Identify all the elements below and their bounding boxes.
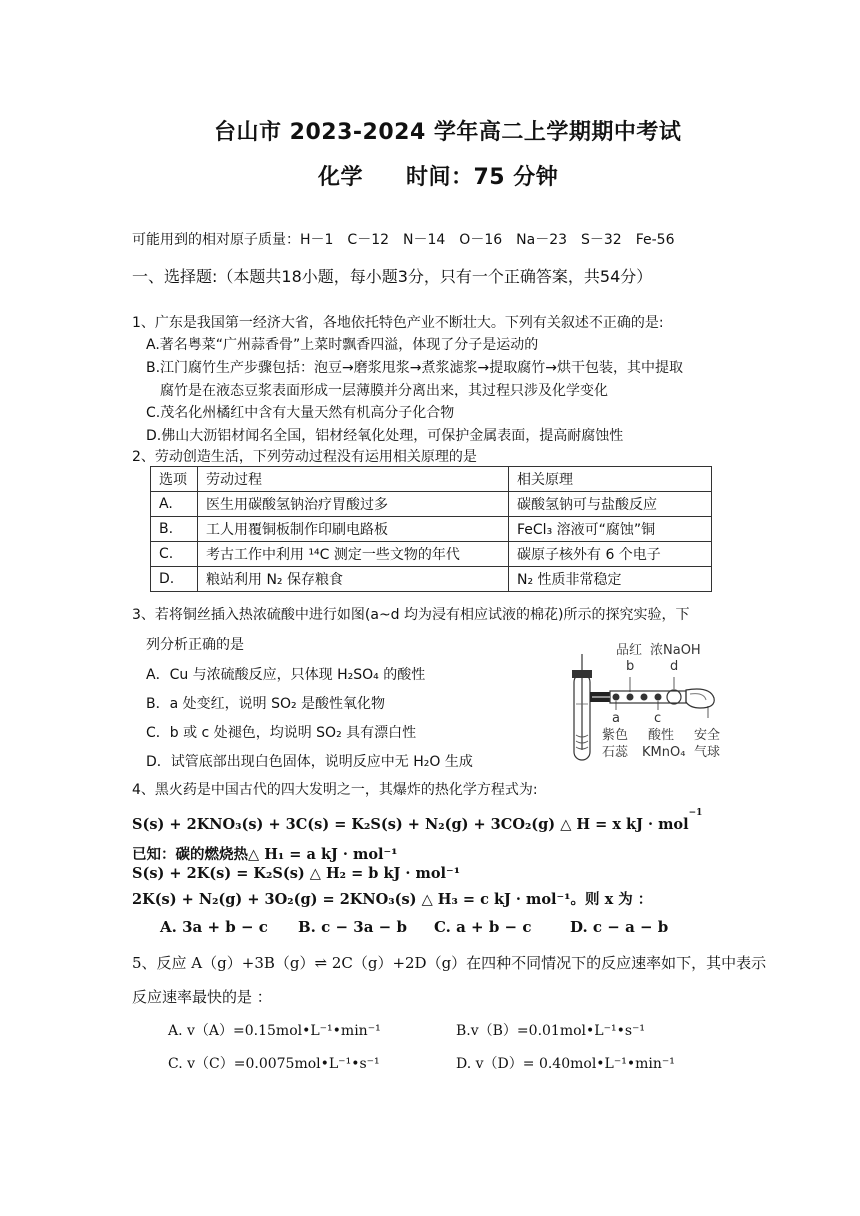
q5-option-c: C. v（C）=0.0075mol•L⁻¹•s⁻¹ [168,1056,380,1072]
q4-main-equation-sup: −1 [688,808,703,819]
q5-option-b: B.v（B）=0.01mol•L⁻¹•s⁻¹ [456,1023,646,1039]
q4-option-d: D. c − a − b [570,918,669,936]
q3-option-c: C．b 或 c 处褪色，均说明 SO₂ 具有漂白性 [146,725,417,741]
apparatus-figure [568,640,728,770]
q4-option-a: A. 3a + b − c [160,918,268,936]
table-row [151,542,712,567]
q1-option-b-cont: 腐竹是在液态豆浆表面形成一层薄膜并分离出来，其过程只涉及化学变化 [160,383,608,399]
q5-stem-cont: 反应速率最快的是 ： [132,988,272,1006]
q4-option-b: B. c − 3a − b [298,918,407,936]
table-row [151,492,712,517]
q5-stem: 5、反应 A（g）+3B（g）⇌ 2C（g）+2D（g）在四种不同情况下的反应速率如下，其中表示 [132,954,767,972]
q5-option-a: A. v（A）=0.15mol•L⁻¹•min⁻¹ [168,1023,381,1039]
subject-label: 化学 [318,165,364,190]
label-kmno4: KMnO₄ [642,745,686,760]
table-cell: A. [151,492,198,517]
label-qiqiu: 气球 [694,745,721,760]
q2-stem: 2、劳动创造生活，下列劳动过程没有运用相关原理的是 [132,449,477,465]
q4-eq3: 2K(s) + N₂(g) + 3O₂(g) = 2KNO₃(s) △ H₃ = c kJ · mol⁻¹。则 x 为 ： [132,891,653,908]
label-a: a [612,711,620,726]
table-cell: 碳酸氢钠可与盐酸反应 [509,492,712,517]
table-cell: 医生用碳酸氢钠治疗胃酸过多 [198,492,509,517]
table-cell: D. [151,567,198,592]
label-d: d [670,659,679,674]
q4-eq2: S(s) + 2K(s) = K₂S(s) △ H₂ = b kJ · mol⁻¹ [132,865,461,882]
table-cell: B. [151,517,198,542]
table-header-cell: 劳动过程 [198,467,509,492]
q4-known: 已知：碳的燃烧热△ H₁ = a kJ · mol⁻¹ [132,846,398,863]
table-cell: 考古工作中利用 ¹⁴C 测定一些文物的年代 [198,542,509,567]
label-suanxing: 酸性 [648,728,675,743]
table-row [151,517,712,542]
q1-option-d: D.佛山大沥铝材闻名全国，铝材经氧化处理，可保护金属表面，提高耐腐蚀性 [146,428,624,444]
q1-option-c: C.茂名化州橘红中含有大量天然有机高分子化合物 [146,405,455,421]
q3-stem-cont: 列分析正确的是 [146,637,244,653]
table-row [151,567,712,592]
table-cell: FeCl₃ 溶液可“腐蚀”铜 [509,517,712,542]
table-header-cell: 相关原理 [509,467,712,492]
label-c: c [654,711,662,726]
exam-duration: 时间：75 分钟 [406,165,559,190]
glass-tube-icon [582,654,714,718]
q3-stem: 3、若将铜丝插入热浓硫酸中进行如图(a~d 均为浸有相应试液的棉花)所示的探究实验，下 [132,607,690,623]
label-shirui: 石蕊 [602,745,629,760]
q3-option-d: D．试管底部出现白色固体，说明反应中无 H₂O 生成 [146,754,473,770]
q1-stem: 1、广东是我国第一经济大省，各地依托特色产业不断壮大。下列有关叙述不正确的是: [132,315,664,331]
q5-option-d: D. v（D）= 0.40mol•L⁻¹•min⁻¹ [456,1056,675,1072]
label-anquan: 安全 [694,728,721,743]
q2-table [150,466,712,592]
table-cell: 粮站利用 N₂ 保存粮食 [198,567,509,592]
table-cell: N₂ 性质非常稳定 [509,567,712,592]
test-tube-icon [572,660,592,760]
table-header-cell: 选项 [151,467,198,492]
exam-title: 台山市 2023-2024 学年高二上学期期中考试 [214,120,682,145]
q1-option-b: B.江门腐竹生产步骤包括：泡豆→磨浆甩浆→煮浆滤浆→提取腐竹→烘干包装，其中提取 [146,360,683,376]
label-pinhong: 品红 [616,643,643,658]
q4-option-c: C. a + b − c [434,918,532,936]
label-naoh: 浓NaOH [650,643,701,658]
atomic-masses: 可能用到的相对原子质量：H－1 C－12 N－14 O－16 Na－23 S－32 Fe-56 [132,232,675,248]
label-b: b [626,659,635,674]
table-header-row [151,467,712,492]
q3-option-b: B．a 处变红，说明 SO₂ 是酸性氧化物 [146,696,386,712]
table-cell: 工人用覆铜板制作印刷电路板 [198,517,509,542]
section-heading: 一、选择题:（本题共18小题，每小题3分，只有一个正确答案，共54分） [132,267,653,286]
q4-main-equation [132,808,703,833]
q3-option-a: A．Cu 与浓硫酸反应，只体现 H₂SO₄ 的酸性 [146,667,426,683]
q1-option-a: A.著名粤菜“广州蒜香骨”上菜时飘香四溢，体现了分子是运动的 [146,337,539,353]
q4-stem: 4、黑火药是中国古代的四大发明之一，其爆炸的热化学方程式为: [132,782,538,798]
q4-main-equation-text: S(s) + 2KNO₃(s) + 3C(s) = K₂S(s) + N₂(g) + 3CO₂(g) △ H = x kJ · mol [132,816,689,833]
table-cell: 碳原子核外有 6 个电子 [509,542,712,567]
table-cell: C. [151,542,198,567]
label-zise: 紫色 [602,728,629,743]
